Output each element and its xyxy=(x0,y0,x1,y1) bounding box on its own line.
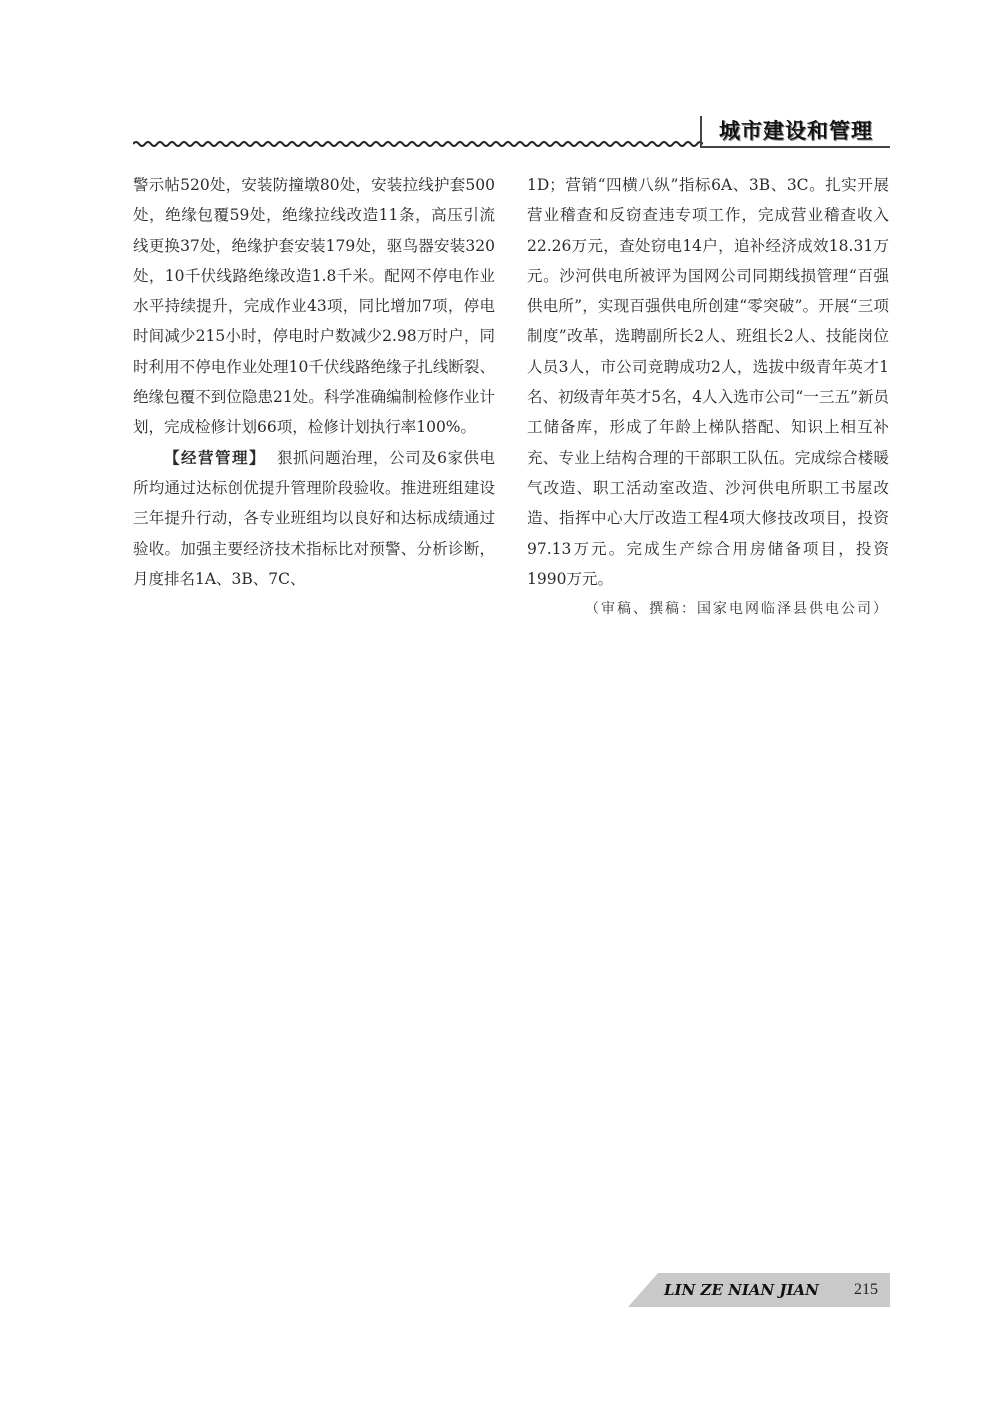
paragraph-operations-text: 狠抓问题治理，公司及6家供电所均通过达标创优提升管理阶段验收。推进班组建设三年提升行动，各专业班组均以良好和达标成绩通过验收。加强主要经济技术指标比对预警、分析诊断，月度排名1A、3B、7C、 xyxy=(133,448,495,588)
paragraph-continued: 1D；营销“四横八纵”指标6A、3B、3C。扎实开展营业稽查和反窃查违专项工作，完成营业稽查收入22.26万元，查处窃电14户，追补经济成效18.31万元。沙河供电所被评为国网公司同期线损管理“百强供电所”，实现百强供电所创建“零突破”。开展“三项制度”改革，选聘副所长2人、班组长2人、技能岗位人员3人，市公司竞聘成功2人，选拔中级青年英才1名、初级青年英才5名，4人入选市公司“一三五”新员工储备库，形成了年龄上梯队搭配、知识上相互补充、专业上结构合理的干部职工队伍。完成综合楼暖气改造、职工活动室改造、沙河供电所职工书屋改造、指挥中心大厅改造工程4项大修技改项目，投资97.13万元。完成生产综合用房储备项目，投资1990万元。 xyxy=(527,176,889,588)
paragraph-operations xyxy=(133,443,495,594)
right-column xyxy=(527,170,889,624)
page-number: 215 xyxy=(854,1281,878,1298)
left-column xyxy=(133,170,495,594)
section-title: 城市建设和管理 xyxy=(700,116,890,148)
author-credit: （审稿、撰稿：国家电网临泽县供电公司） xyxy=(585,601,889,618)
journal-name: LIN ZE NIAN JIAN xyxy=(664,1281,819,1299)
section-heading-operations: 【经营管理】 xyxy=(164,448,267,467)
wavy-header-rule xyxy=(133,138,703,150)
paragraph-maintenance: 警示帖520处，安装防撞墩80处，安装拉线护套500处，绝缘包覆59处，绝缘拉线改造11条，高压引流线更换37处，绝缘护套安装179处，驱鸟器安装320处，10千伏线路绝缘改造1.8千米。配网不停电作业水平持续提升，完成作业43项，同比增加7项，停电时间减少215小时，停电时户数减少2.98万时户，同时利用不停电作业处理10千伏线路绝缘子扎线断裂、绝缘包覆不到位隐患21处。科学准确编制检修作业计划，完成检修计划66项，检修计划执行率100%。 xyxy=(133,176,495,437)
